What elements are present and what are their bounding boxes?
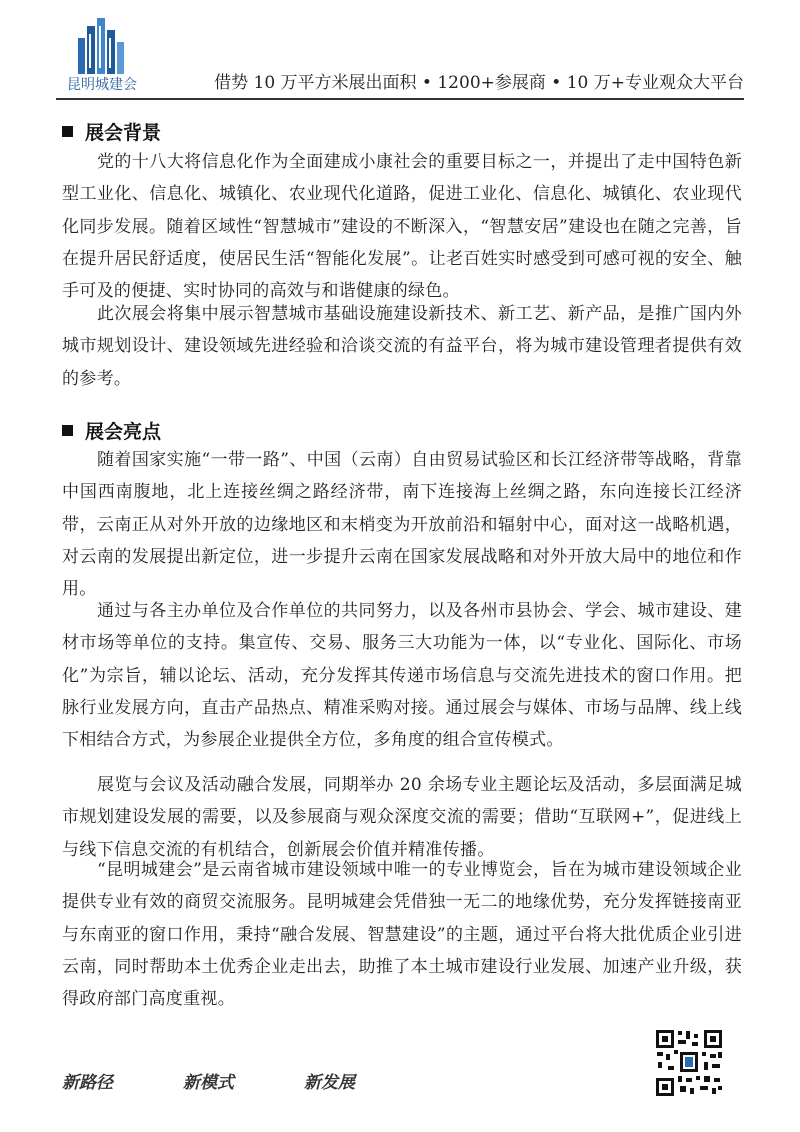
footer-word: 新发展 xyxy=(304,1073,355,1093)
section-title-background xyxy=(62,118,161,145)
section-title-highlights xyxy=(62,417,161,444)
header-divider xyxy=(56,98,744,100)
paragraph: 此次展会将集中展示智慧城市基础设施建设新技术、新工艺、新产品，是推广国内外城市规划设计、建设领域先进经验和洽谈交流的有益平台，将为城市建设管理者提供有效的参考。 xyxy=(62,304,742,389)
qr-code-icon xyxy=(654,1028,724,1098)
square-bullet-icon xyxy=(62,425,73,436)
paragraph: “昆明城建会”是云南省城市建设领域中唯一的专业博览会，旨在为城市建设领域企业提供专业有效的商贸交流服务。昆明城建会凭借独一无二的地缘优势，充分发挥链接南亚与东南亚的窗口作用，秉持“融合发展、智慧建设”的主题，通过平台将大批优质企业引进云南，同时帮助本土优秀企业走出去，助推了本土城市建设行业发展、加速产业升级，获得政府部门高度重视。 xyxy=(62,860,742,1010)
logo xyxy=(56,16,148,96)
logo-text: 昆明城建会 xyxy=(67,77,137,93)
footer-slogans xyxy=(62,1068,355,1093)
section-title-text: 展会背景 xyxy=(85,122,162,144)
footer-word: 新路径 xyxy=(62,1073,113,1093)
paragraph: 通过与各主办单位及合作单位的共同努力，以及各州市县协会、学会、城市建设、建材市场等单位的支持。集宣传、交易、服务三大功能为一体，以“专业化、国际化、市场化”为宗旨，辅以论坛、活动，充分发挥其传递市场信息与交流先进技术的窗口作用。把脉行业发展方向，直击产品热点、精准采购对接。通过展会与媒体、市场与品牌、线上线下相结合方式，为参展企业提供全方位，多角度的组合宣传模式。 xyxy=(62,601,742,751)
section-title-text: 展会亮点 xyxy=(85,421,162,443)
square-bullet-icon xyxy=(62,126,73,137)
paragraph: 党的十八大将信息化作为全面建成小康社会的重要目标之一，并提出了走中国特色新型工业化、信息化、城镇化、农业现代化道路，促进工业化、信息化、城镇化、农业现代化同步发展。随着区域性“智慧城市”建设的不断深入，“智慧安居”建设也在随之完善，旨在提升居民舒适度，使居民生活“智能化发展”。让老百姓实时感受到可感可视的安全、触手可及的便捷、实时协同的高效与和谐健康的绿色。 xyxy=(62,152,742,302)
paragraph: 随着国家实施“一带一路”、中国（云南）自由贸易试验区和长江经济带等战略，背靠中国西南腹地，北上连接丝绸之路经济带，南下连接海上丝绸之路，东向连接长江经济带，云南正从对外开放的边缘地区和末梢变为开放前沿和辐射中心，面对这一战略机遇，对云南的发展提出新定位，进一步提升云南在国家发展战略和对外开放大局中的地位和作用。 xyxy=(62,450,742,600)
logo-buildings-icon xyxy=(56,16,148,76)
header-slogan: 借势 10 万平方米展出面积 • 1200+参展商 • 10 万+专业观众大平台 xyxy=(214,73,744,93)
paragraph: 展览与会议及活动融合发展，同期举办 20 余场专业主题论坛及活动，多层面满足城市规划建设发展的需要，以及参展商与观众深度交流的需要；借助“互联网+”，促进线上与线下信息交流的有机结合，创新展会价值并精准传播。 xyxy=(62,775,742,860)
footer-word: 新模式 xyxy=(183,1073,234,1093)
